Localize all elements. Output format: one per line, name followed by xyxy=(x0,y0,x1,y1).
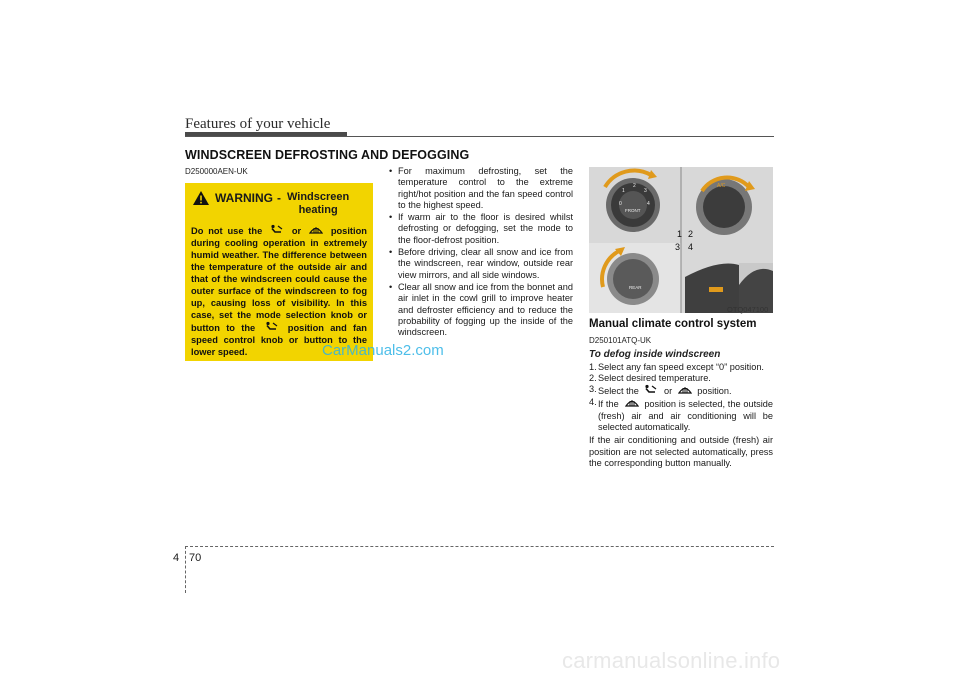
callout-2: 2 xyxy=(688,229,694,239)
warning-heading xyxy=(191,191,367,217)
defrost-icon xyxy=(678,384,692,395)
callout-1: 1 xyxy=(677,229,683,239)
step-number: 3. xyxy=(589,384,597,395)
fan-level-3: 3 xyxy=(644,188,647,194)
manual-climate-text xyxy=(589,335,773,469)
step-text: Select any fan speed except “0” position. xyxy=(598,361,764,372)
page-number: 70 xyxy=(189,552,202,564)
list-item: • Clear all snow and ice from the bonnet and air inlet in the cowl grill to improve heater and defroster efficiency and to reduce the probability of fogging up the inside of the windscreen. xyxy=(389,282,573,338)
fan-level-0: 0 xyxy=(619,201,622,207)
step-text: Select desired temperature. xyxy=(598,372,711,383)
footer-divider xyxy=(185,546,186,593)
climate-control-photo xyxy=(589,167,773,313)
warning-text-3: position during cooling operation in extremely humid weather. The difference between the temperature of the outside air and that of the windscreen could cause the outer surface of the windscreen to fog up, causing loss of visibility. In this case, set the mode selection knob or button to the xyxy=(191,226,367,333)
callout-3: 3 xyxy=(675,242,681,252)
section-title: WINDSCREEN DEFROSTING AND DEFOGGING xyxy=(185,148,470,162)
fan-level-2: 2 xyxy=(633,183,636,189)
footer-rule xyxy=(185,546,774,547)
watermark-text: CarManuals2.com xyxy=(322,342,444,359)
step-text: position is selected, the outside (fresh) air and air conditioning will be selected automatically. xyxy=(598,399,773,433)
defrost-icon xyxy=(625,397,639,408)
site-watermark: carmanualsonline.info xyxy=(562,648,781,673)
floor-defrost-mode-icon xyxy=(265,321,279,332)
defrost-icon xyxy=(309,224,323,235)
header-rule xyxy=(185,136,774,137)
list-item: • For maximum defrosting, set the temperature control to the extreme right/hot position and the fan speed control to the highest speed. xyxy=(389,166,573,211)
fan-level-1: 1 xyxy=(622,188,625,194)
warning-body xyxy=(191,224,367,358)
warning-subject-line1: Windscreen xyxy=(287,191,350,203)
knob-label-rear: REAR xyxy=(629,285,642,290)
step-text: position. xyxy=(697,386,732,397)
warning-text-4: position and fan speed control knob or button to the lower speed. xyxy=(191,323,367,357)
defrost-tips-list xyxy=(389,166,573,339)
warning-box xyxy=(185,183,373,361)
list-item: • If warm air to the floor is desired whilst defrosting or defogging, set the mode to the floor-defrost position. xyxy=(389,212,573,246)
step-text: If the xyxy=(598,399,619,410)
subsection-code: D250101ATQ-UK xyxy=(589,336,652,345)
step-number: 1. xyxy=(589,361,597,372)
photo-code: OTQ047100 xyxy=(727,305,769,314)
step-3 xyxy=(589,384,773,397)
section-number: 4 xyxy=(173,552,180,564)
subsection-title: Manual climate control system xyxy=(589,318,757,330)
floor-defrost-mode-icon xyxy=(644,384,658,395)
knob-label-ac: A/C xyxy=(717,183,726,189)
step-number: 4. xyxy=(589,397,597,408)
step-number: 2. xyxy=(589,372,597,383)
climate-control-illustration xyxy=(589,167,773,313)
warning-triangle-icon xyxy=(193,191,209,205)
page-header-title: Features of your vehicle xyxy=(185,116,331,132)
warning-dash: - xyxy=(277,191,281,205)
warning-subject xyxy=(287,191,349,217)
note-paragraph: If the air conditioning and outside (fresh) air position are not selected automatically, press the corresponding button manually. xyxy=(589,435,773,468)
step-text: or xyxy=(663,386,673,397)
knob-label-front: FRONT xyxy=(625,208,641,213)
section-code: D250000AEN-UK xyxy=(185,167,248,176)
step-text: Select the xyxy=(598,386,639,397)
warning-text-2: or xyxy=(291,226,302,236)
step-4 xyxy=(589,397,773,433)
warning-text-1: Do not use the xyxy=(191,226,263,236)
warning-subject-line2: heating xyxy=(298,204,338,216)
floor-defrost-mode-icon xyxy=(270,224,284,235)
procedure-title: To defog inside windscreen xyxy=(589,349,721,361)
step-2 xyxy=(589,373,773,384)
callout-4: 4 xyxy=(688,242,694,252)
step-1 xyxy=(589,362,773,373)
warning-label: WARNING xyxy=(215,191,273,205)
fan-level-4: 4 xyxy=(647,201,650,207)
list-item: • Before driving, clear all snow and ice from the windscreen, rear window, outside rear view mirrors, and all side windows. xyxy=(389,247,573,281)
